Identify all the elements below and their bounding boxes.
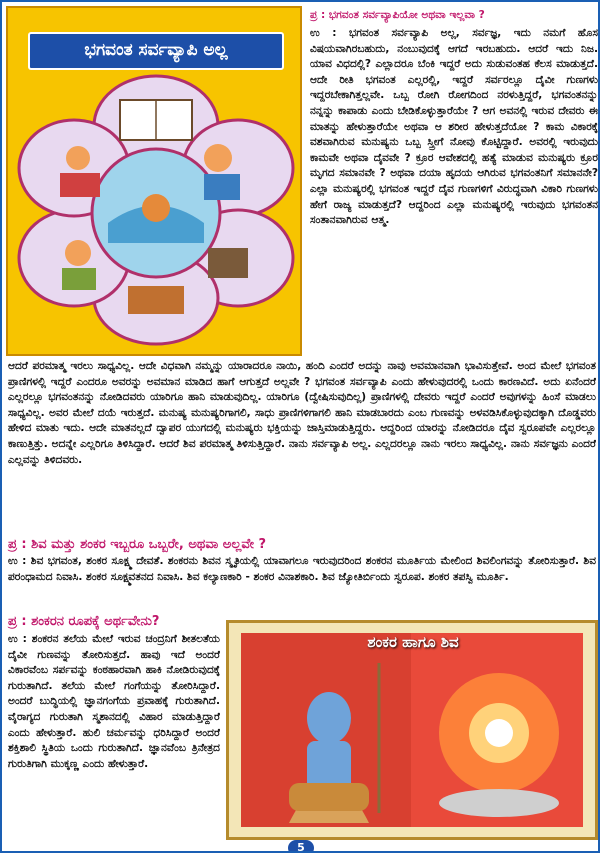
- shankar-shiva-graphic: [229, 623, 595, 837]
- section3-question: ಪ್ರ : ಶಂಕರನ ರೂಪಕ್ಕೆ ಅರ್ಥವೇನು?: [8, 614, 160, 629]
- section1-question: ಪ್ರ : ಭಗವಂತ ಸರ್ವವ್ಯಾಪಿಯೋ ಅಥವಾ ಇಲ್ಲವಾ ?: [310, 9, 485, 21]
- shankar-shiva-illustration: [226, 620, 598, 840]
- figure-title: ಶಂಕರ ಹಾಗೂ ಶಿವ: [367, 633, 459, 651]
- section1-answer-full: ಆದರೆ ಪರಮಾತ್ಮ ಇರಲು ಸಾಧ್ಯವಿಲ್ಲ. ಆದೇ ವಿಧವಾಗಿ ನಮ್ಮನ್ನು ಯಾರಾದರೂ ನಾಯಿ, ಹಂದಿ ಎಂದರೆ ಅದನ್ನು ನಾವು ಅವಮಾನವಾಗಿ ಭಾವಿಸುತ್ತೇವೆ. ಅಂದ ಮೇಲೆ ಭಗವಂತ ಪ್ರಾಣಿಗಳಲ್ಲಿ ಇದ್ದರೆ ಎಂದರೂ ಅವರನ್ನು ಅವಮಾನ ಮಾಡಿದ ಹಾಗೆ ಆಗುತ್ತದೆ ಅಲ್ಲವೇ ? ಭಗವಂತ ಸರ್ವವ್ಯಾಪಿ ಎಂದು ಹೇಳುವುದರಲ್ಲಿ ಒಂದು ಕಾರಣವಿದೆ. ಅದು ಏನೆಂದರೆ ಎಲ್ಲರಲ್ಲೂ ಭಗವಂತನನ್ನು ನೋಡಿದವರು ಯಾರಿಗೂ ಹಾನಿ ಮಾಡುವುದಿಲ್ಲ. ಯಾರಿಗೂ (ದ್ವೇಷಿಸುವುದಿಲ್ಲ) ಪ್ರಾಣಿಗಳಲ್ಲಿ ದೇವರು ಇದ್ದರೆ ಎಂದರೆ ಅವುಗಳನ್ನು ಹಿಂಸೆ ಮಾಡಲು ಸಾಧ್ಯವಿಲ್ಲ. ಅವರ ಮೇಲೆ ದಯೆ ಇರುತ್ತದೆ. ಮನುಷ್ಯ ಮನುಷ್ಯರಿಗಾಗಲಿ, ಸಾಧು ಪ್ರಾಣಿಗಳಿಗಾಗಲಿ ಹಾನಿ ಮಾಡಬಾರದು ಎಂಬ ಗುಣವನ್ನು ಅಳವಡಿಸಿಕೊಳ್ಳುವುದಕ್ಕಾಗಿ ದೊಡ್ಡವರು ಹೇಳಿದ ಮಾತು ಇದು. ಆದೇ ಮಾತನಲ್ಲದೆ ದ್ವಾಪರ ಯುಗದಲ್ಲಿ ಮನುಷ್ಯರು ಭಕ್ತಿಯನ್ನು ಜಾಸ್ತಿಮಾಡುತ್ತಿದ್ದರು. ಆದ್ದರಿಂದ ಯಾರನ್ನು ನೋಡಿದರೂ ದೈವ ಸ್ವರೂಪವೇ ಎಲ್ಲರಲ್ಲೂ ಕಾಣುತ್ತಿತ್ತು. ಅದನ್ನೇ ಎಲ್ಲರಿಗೂ ತಿಳಿಸಿದ್ದಾರೆ. ಆದರೆ ಶಿವ ಪರಮಾತ್ಮ ತಿಳಿಸುತ್ತಿದ್ದಾರೆ. ನಾನು ಸರ್ವವ್ಯಾಪಿ ಅಲ್ಲ. ಎಲ್ಲದರಲ್ಲೂ ನಾನು ಇರಲು ಸಾಧ್ಯವಿಲ್ಲ. ನಾನು ಸರ್ವಜ್ಞನು ಎಂದರೆ ಎಲ್ಲವನ್ನು ತಿಳಿದವರು.: [8, 360, 596, 466]
- section1-answer-right: ಉ : ಭಗವಂತ ಸರ್ವವ್ಯಾಪಿ ಅಲ್ಲ, ಸರ್ವಜ್ಞ, ಇದು ನಮಗೆ ಹೊಸ ವಿಷಯವಾಗಿರಬಹುದು, ನಂಬುವುದಕ್ಕೆ ಆಗದೆ ಇರಬಹುದು. ಆದರೆ ಇದು ನಿಜ. ಯಾವ ವಿಧದಲ್ಲಿ? ಎಲ್ಲಾದರೂ ಬೆಂಕಿ ಇದ್ದರೆ ಅದು ಸುಡುವಂತಹ ಕೆಲಸ ಮಾಡುತ್ತದೆ. ಆದೇ ರೀತಿ ಭಗವಂತ ಎಲ್ಲರಲ್ಲಿ, ಇದ್ದರೆ ಸರ್ವರಲ್ಲೂ ದೈವೀ ಗುಣಗಳು ಇದ್ದರಬೇಕಾಗಿತ್ತಲ್ಲವೇ. ಒಬ್ಬ ರೋಗಿ ರೋಗದಿಂದ ನರಳುತ್ತಿದ್ದರೆ, ಭಗವಂತನನ್ನು ನನ್ನನ್ನು ಕಾಪಾಡು ಎಂದು ಬೇಡಿಕೊಳ್ಳುತ್ತಾರೆಯೇ ? ಆಗ ಅವನಲ್ಲಿ ಇರುವ ದೇವರು ಈ ಮಾತನ್ನು ಹೇಳುತ್ತಾರೆಯೇ ಅಥವಾ ಆ ಶರೀರ ಹೇಳುತ್ತದೆಯೋ ? ಕಾಮ ವಿಕಾರಕ್ಕೆ ವಶವಾಗಿರುವ ಮನುಷ್ಯನು ಒಬ್ಬ ಸ್ತ್ರೀಗೆ ನೋವು ಕೊಟ್ಟಿದ್ದಾರೆ. ಅವರಲ್ಲಿ ಇರುವುದು ಕಾಮವೇ ಅಥವಾ ದೈವವೇ ? ಕ್ರೂರ ಆವೇಶದಲ್ಲಿ ಹತ್ಯೆ ಮಾಡುವ ಮನುಷ್ಯರು ಕ್ರೂರ ಮೃಗದ ಸಮಾನವೇ ? ಅಥವಾ ದಯಾ ಹೃದಯ ಆಗಿರುವ ಭಗವಂತನಿಗೆ ಸಮಾನನೇ? ಎಲ್ಲಾ ಮನುಷ್ಯರಲ್ಲಿ ಭಗವಂತ ಇದ್ದರೆ ದೈವ ಗುಣಗಳಿಗೆ ವಿರುದ್ಧವಾಗಿ ವಿಕಾರಿ ಗುಣಗಳು ಹೇಗೆ ರಾಜ್ಯ ಮಾಡುತ್ತದೆ? ಆದ್ದರಿಂದ ಎಲ್ಲಾ ಮನುಷ್ಯರಲ್ಲಿ ಇರುವುದು ಭಗವಂತನ ಸಂತಾನವಾಗಿರುವ ಆತ್ಮ.: [310, 27, 598, 227]
- section2-answer: ಉ : ಶಿವ ಭಗವಂತ, ಶಂಕರ ಸೂಕ್ಷ್ಮ ದೇವತೆ. ಶಂಕರನು ಶಿವನ ಸ್ಮೃತಿಯಲ್ಲಿ ಯಾವಾಗಲೂ ಇರುವುದರಿಂದ ಶಂಕರನ ಮೂರ್ತಿಯ ಮೇಲಿಂದ ಶಿವಲಿಂಗವನ್ನು ತೋರಿಸುತ್ತಾರೆ. ಶಿವ ಪರಂಧಾಮದ ನಿವಾಸಿ. ಶಂಕರ ಸೂಕ್ಷ್ಮವತನದ ನಿವಾಸಿ. ಶಿವ ಕಲ್ಯಾಣಕಾರಿ - ಶಂಕರ ವಿನಾಶಕಾರಿ. ಶಿವ ಜ್ಯೋತಿರ್ಬಿಂದು ಸ್ವರೂಪ. ಶಂಕರ ತಪಸ್ವಿ ಮೂರ್ತಿ.: [8, 555, 596, 583]
- section3-answer: ಉ : ಶಂಕರನ ತಲೆಯ ಮೇಲೆ ಇರುವ ಚಂದ್ರನಿಗೆ ಶೀತಲತೆಯ ದೈವೀ ಗುಣವನ್ನು ತೋರಿಸುತ್ತದೆ. ಹಾವು ಇದೆ ಅಂದರೆ ವಿಕಾರವೆಂಬ ಸರ್ಪವನ್ನು ಕಂಠಹಾರವಾಗಿ ಹಾಕಿ ನೋಡಿರುವುದಕ್ಕೆ ಗುರುತಾಗಿದೆ. ತಲೆಯ ಮೇಲೆ ಗಂಗೆಯನ್ನು ತೋರಿಸಿದ್ದಾರೆ. ಅಂದರೆ ಬುದ್ಧಿಯಲ್ಲಿ ಜ್ಞಾನಗಂಗೆಯ ಪ್ರವಾಹಕ್ಕೆ ಗುರುತಾಗಿದೆ. ವೈರಾಗ್ಯದ ಗುರುತಾಗಿ ಸ್ಮಶಾನದಲ್ಲಿ ವಿಹಾರ ಮಾಡುತ್ತಿದ್ದಾರೆ ಎಂದು ಹೇಳುತ್ತಾರೆ. ಹುಲಿ ಚರ್ಮವನ್ನು ಧರಿಸಿದ್ದಾರೆ ಅಂದರೆ ಶಕ್ತಿಶಾಲಿ ಸ್ಥಿತಿಯ ಒಂದು ಗುರುತಾಗಿದೆ. ಜ್ಞಾನವೆಂಬ ತ್ರಿನೇತ್ರದ ಗುರುತಿಗಾಗಿ ಮುಕ್ಕಣ್ಣ ಎಂದು ಹೇಳುತ್ತಾರೆ.: [8, 633, 220, 770]
- flower-illustration: [6, 6, 302, 356]
- section2-question: ಪ್ರ : ಶಿವ ಮತ್ತು ಶಂಕರ ಇಬ್ಬರೂ ಒಬ್ಬರೇ, ಅಥವಾ ಅಲ್ಲವೇ ?: [8, 537, 267, 552]
- page-number: 5: [288, 840, 314, 853]
- figure-title: ಭಗವಂತ ಸರ್ವವ್ಯಾಪಿ ಅಲ್ಲ: [28, 32, 284, 70]
